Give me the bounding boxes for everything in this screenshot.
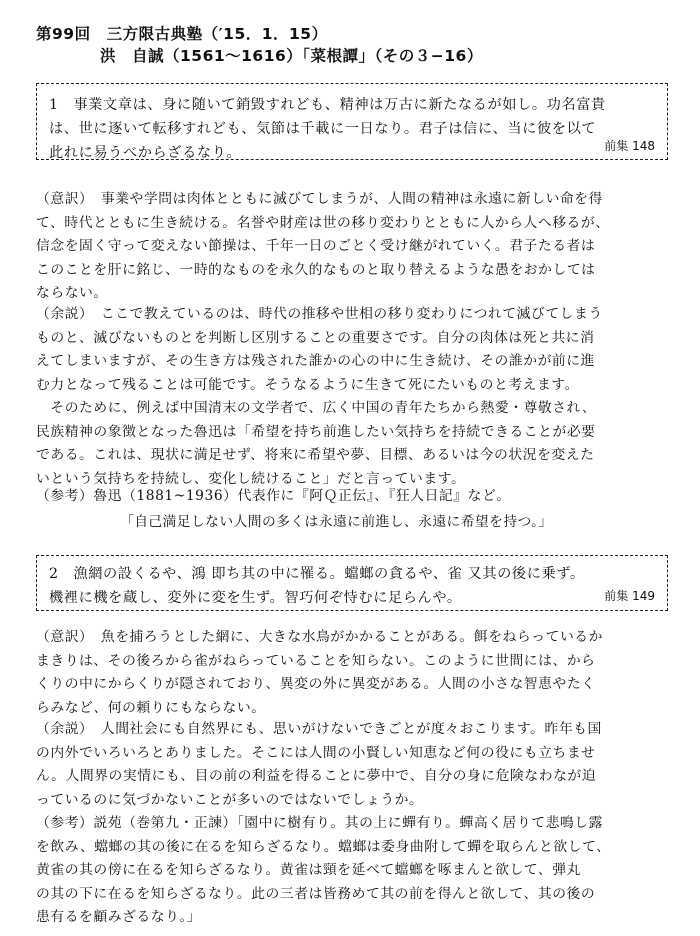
comment-line: の内外でいろいろとありました。そこには人間の小賢しい知恵など何の役にも立ちませ	[36, 744, 596, 761]
comment-line: そのために、例えば中国清末の文学者で、広く中国の青年たちから熱愛・尊敬され、	[36, 400, 597, 416]
meaning-label: （意訳）	[36, 191, 87, 207]
meaning-line: 事業や学問は肉体とともに滅びてしまうが、人間の精神は永遠に新しい命を得	[86, 191, 603, 207]
comment-line: ものと、滅びないものとを判断し区別することの重要さです。自分の肉体は死と共に消	[36, 329, 595, 346]
meaning-line: このことを肝に銘じ、一時的なものを永久的なものと取り替えるような愚をおかしては	[36, 261, 596, 278]
meaning-line: くりの中にからくりが隠されており、異変の外に異変がある。人間の小さな智恵やたく	[36, 676, 596, 692]
comment-line: っているのに気づかないことが多いのではないでしょうか。	[36, 791, 424, 808]
comment-paragraph-148	[36, 303, 670, 491]
reference-line: 魯迅（1881~1936）代表作に『阿Ｑ正伝』、『狂人日記』など。	[93, 488, 511, 504]
comment-label: （余説）	[36, 721, 87, 737]
lesson-title: 第99回 三方限古典塾（′15．1．15）	[36, 25, 328, 43]
lesson-subtitle: 洪 自誠（1561〜1616）「菜根譚」（その３−16）	[100, 47, 483, 65]
meaning-label: （意訳）	[36, 629, 87, 645]
quote-line: 此れに易うべからざるなり。	[49, 145, 242, 161]
meaning-paragraph-148	[36, 188, 670, 306]
comment-line: である。これは、現状に満足せず、将来に希望や夢、目標、あるいは今の状況を変えた	[36, 447, 595, 463]
quote-line: 機裡に機を蔵し、変外に変を生ず。智巧何ぞ恃むに足らんや。	[49, 590, 462, 606]
comment-paragraph-149	[36, 718, 670, 812]
quote-box-149	[36, 555, 668, 611]
meaning-line: らみなど、何の頼りにもならない。	[36, 699, 266, 716]
meaning-line: ならない。	[36, 285, 108, 301]
reference-line: 黄雀の其の傍に在るを知らざるなり。黄雀は頸を延べて蟷螂を啄まんと欲して、弾丸	[36, 862, 581, 878]
comment-line: 民族精神の象徴となった魯迅は「希望を持ち前進したい気持ちを持続できることが必要	[36, 423, 596, 440]
quote-line: 2 漁網の設くるや、鴻 即ち其の中に罹る。蟷螂の貪るや、雀 又其の後に乗ず。	[49, 566, 585, 582]
quote-line: は、世に逐いて転移すれども、気節は千載に一日なり。君子は信に、当に彼を以て	[49, 121, 597, 137]
meaning-line: 信念を固く守って変えない節操は、千年一日のごとく受け継がれていく。君子たる者は	[36, 238, 596, 254]
comment-line: む力となって残ることは可能です。そうなるように生きて死にたいものと考えます。	[36, 376, 579, 393]
quote-reference: 前集 149	[604, 589, 655, 603]
reference-line: の其の下に在るを知らざるなり。此の三者は皆務めて其の前を得んと欲して、其の後の	[36, 885, 596, 902]
reference-label: （参考）	[36, 815, 94, 831]
comment-line: ん。人間界の実情にも、目の前の利益を得ることに夢中で、自分の身に危険なわなが迫	[36, 768, 597, 784]
reference-line: 患有るを顧みざるなり。」	[36, 909, 202, 925]
comment-line: ここで教えているのは、時代の推移や世相の移り変わりにつれて滅びてしまう	[86, 306, 603, 322]
reference-label: （参考）	[36, 488, 94, 504]
meaning-line: 魚を捕ろうとした網に、大きな水鳥がかかることがある。餌をねらっているか	[86, 629, 603, 645]
meaning-paragraph-149	[36, 626, 670, 720]
reference-paragraph-149	[36, 812, 670, 930]
reference-quote: 「自己満足しない人間の多くは永遠に前進し、永遠に希望を持つ。」	[120, 514, 553, 530]
quote-text	[49, 562, 657, 610]
meaning-line: て、時代とともに生き続ける。名誉や財産は世の移り変わりとともに人から人へ移るが、	[36, 214, 610, 231]
comment-line: いという気持ちを持続し、変化し続けること」だと言っています。	[36, 470, 466, 487]
quote-box-148	[36, 83, 668, 160]
comment-label: （余説）	[36, 306, 87, 322]
quote-line: 1 事業文章は、身に随いて銷毀すれども、精神は万古に新たなるが如し。功名富貴	[49, 97, 606, 113]
reference-paragraph-148	[36, 485, 670, 509]
meaning-line: まきりは、その後ろから雀がねらっていることを知らない。このように世間には、から	[36, 652, 596, 669]
comment-line: えてしまいますが、その生き方は残された誰かの心の中に生き続け、その誰かが前に進	[36, 353, 595, 369]
comment-line: 人間社会にも自然界にも、思いがけないできごとが度々おこります。昨年も国	[86, 721, 602, 737]
reference-line: 説苑（巻第九・正諫）「園中に樹有り。其の上に蟬有り。蟬高く居りて悲鳴し露	[93, 815, 603, 831]
quote-text	[49, 93, 657, 165]
reference-line: を飲み、蟷螂の其の後に在るを知らざるなり。蟷螂は委身曲附して蟬を取らんと欲して、	[36, 838, 611, 855]
quote-reference: 前集 148	[604, 139, 655, 153]
